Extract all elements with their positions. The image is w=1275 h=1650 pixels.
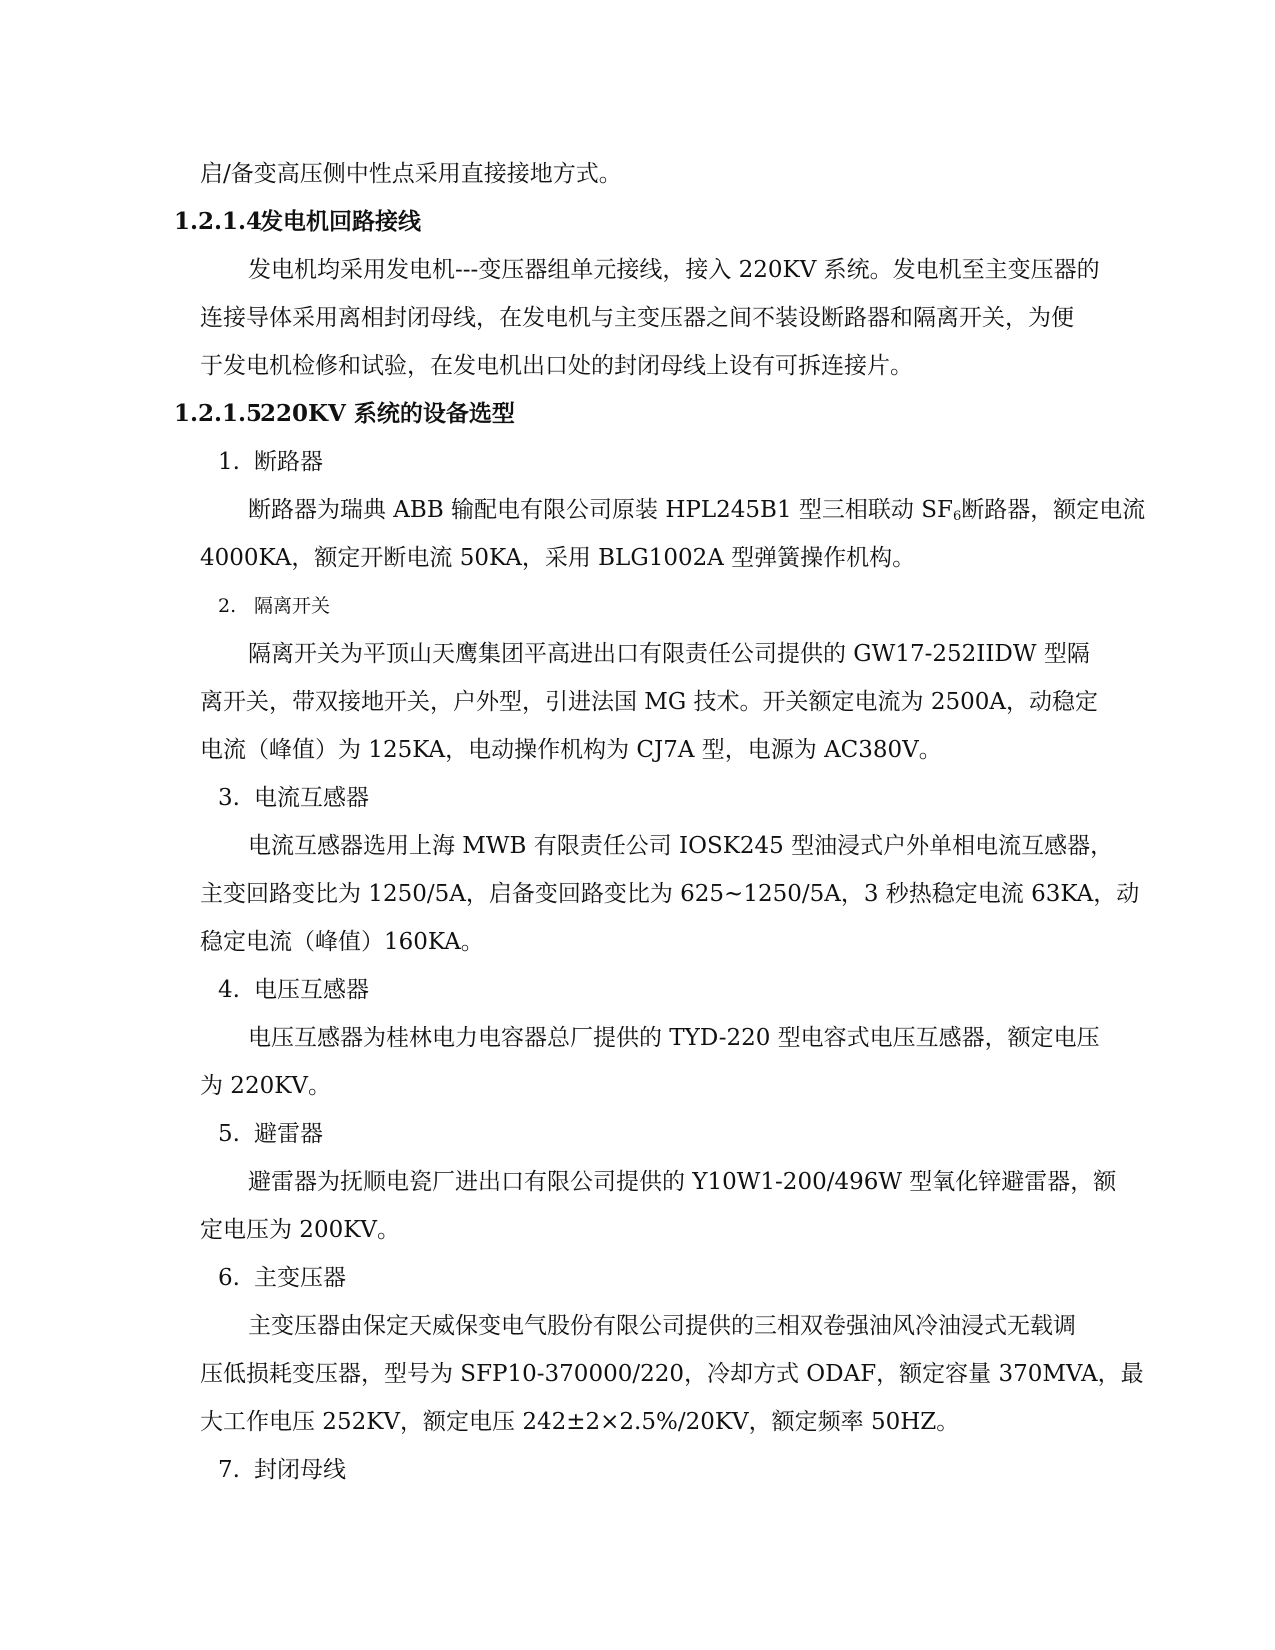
text-line: 于发电机检修和试验，在发电机出口处的封闭母线上设有可拆连接片。 bbox=[200, 353, 913, 379]
section-number: 1.2.1.4 bbox=[174, 208, 263, 235]
text-segment: 断路器，额定电流 bbox=[961, 497, 1146, 523]
list-label: 断路器 bbox=[254, 449, 323, 475]
section-heading bbox=[174, 198, 1145, 246]
text-line: 大工作电压 252KV，额定电压 242±2×2.5%/20KV，额定频率 50HZ。 bbox=[200, 1409, 960, 1435]
text-line: 发电机均采用发电机---变压器组单元接线，接入 220KV 系统。发电机至主变压器的 bbox=[248, 257, 1100, 283]
text-line: 隔离开关为平顶山天鹰集团平高进出口有限责任公司提供的 GW17-252IIDW 型隔 bbox=[248, 641, 1090, 667]
list-number: 4. bbox=[218, 977, 240, 1003]
text-segment: 断路器为瑞典 ABB 输配电有限公司原装 HPL245B1 型三相联动 SF bbox=[248, 497, 953, 523]
section-title: 220KV 系统的设备选型 bbox=[260, 400, 515, 427]
list-number: 7. bbox=[218, 1457, 240, 1483]
list-item bbox=[200, 774, 1145, 822]
text-line: 启/备变高压侧中性点采用直接接地方式。 bbox=[200, 161, 622, 187]
text-line: 电压互感器为桂林电力电容器总厂提供的 TYD-220 型电容式电压互感器，额定电压 bbox=[248, 1025, 1100, 1051]
list-item bbox=[200, 1110, 1145, 1158]
list-label: 电流互感器 bbox=[254, 785, 369, 811]
subscript: 6 bbox=[952, 509, 962, 524]
list-label: 封闭母线 bbox=[254, 1457, 346, 1483]
list-number: 2. bbox=[218, 595, 237, 617]
text-line: 电流（峰值）为 125KA，电动操作机构为 CJ7A 型，电源为 AC380V。 bbox=[200, 737, 942, 763]
document-body bbox=[174, 150, 1146, 1494]
list-number: 5. bbox=[218, 1121, 240, 1147]
list-label: 避雷器 bbox=[254, 1121, 323, 1147]
text-line bbox=[200, 486, 1145, 534]
text-line: 稳定电流（峰值）160KA。 bbox=[200, 929, 484, 955]
list-item bbox=[200, 438, 1145, 486]
list-label: 主变压器 bbox=[254, 1265, 346, 1291]
text-line: 主变回路变比为 1250/5A，启备变回路变比为 625~1250/5A，3 秒热稳定电流 63KA，动 bbox=[200, 881, 1140, 907]
text-line: 连接导体采用离相封闭母线，在发电机与主变压器之间不装设断路器和隔离开关，为便 bbox=[200, 305, 1074, 331]
text-line: 定电压为 200KV。 bbox=[200, 1217, 401, 1243]
list-number: 1. bbox=[218, 449, 240, 475]
text-line: 电流互感器选用上海 MWB 有限责任公司 IOSK245 型油浸式户外单相电流互感器， bbox=[248, 833, 1114, 859]
list-number: 3. bbox=[218, 785, 240, 811]
text-line: 离开关，带双接地开关，户外型，引进法国 MG 技术。开关额定电流为 2500A，动稳定 bbox=[200, 689, 1098, 715]
text-line: 避雷器为抚顺电瓷厂进出口有限公司提供的 Y10W1-200/496W 型氧化锌避雷器，额 bbox=[248, 1169, 1117, 1195]
text-line: 主变压器由保定天威保变电气股份有限公司提供的三相双卷强油风冷油浸式无载调 bbox=[248, 1313, 1076, 1339]
list-item bbox=[200, 1254, 1145, 1302]
list-item bbox=[200, 966, 1145, 1014]
text-line: 为 220KV。 bbox=[200, 1073, 332, 1099]
list-number: 6. bbox=[218, 1265, 240, 1291]
list-item bbox=[200, 582, 1145, 630]
text-line: 压低损耗变压器，型号为 SFP10-370000/220，冷却方式 ODAF，额定容量 370MVA，最 bbox=[200, 1361, 1144, 1387]
list-item bbox=[200, 1446, 1145, 1494]
section-number: 1.2.1.5 bbox=[174, 400, 263, 427]
list-label: 电压互感器 bbox=[254, 977, 369, 1003]
text-line: 4000KA，额定开断电流 50KA，采用 BLG1002A 型弹簧操作机构。 bbox=[200, 545, 916, 571]
list-label: 隔离开关 bbox=[254, 595, 331, 617]
section-title: 发电机回路接线 bbox=[260, 208, 421, 235]
section-heading bbox=[174, 390, 1145, 438]
